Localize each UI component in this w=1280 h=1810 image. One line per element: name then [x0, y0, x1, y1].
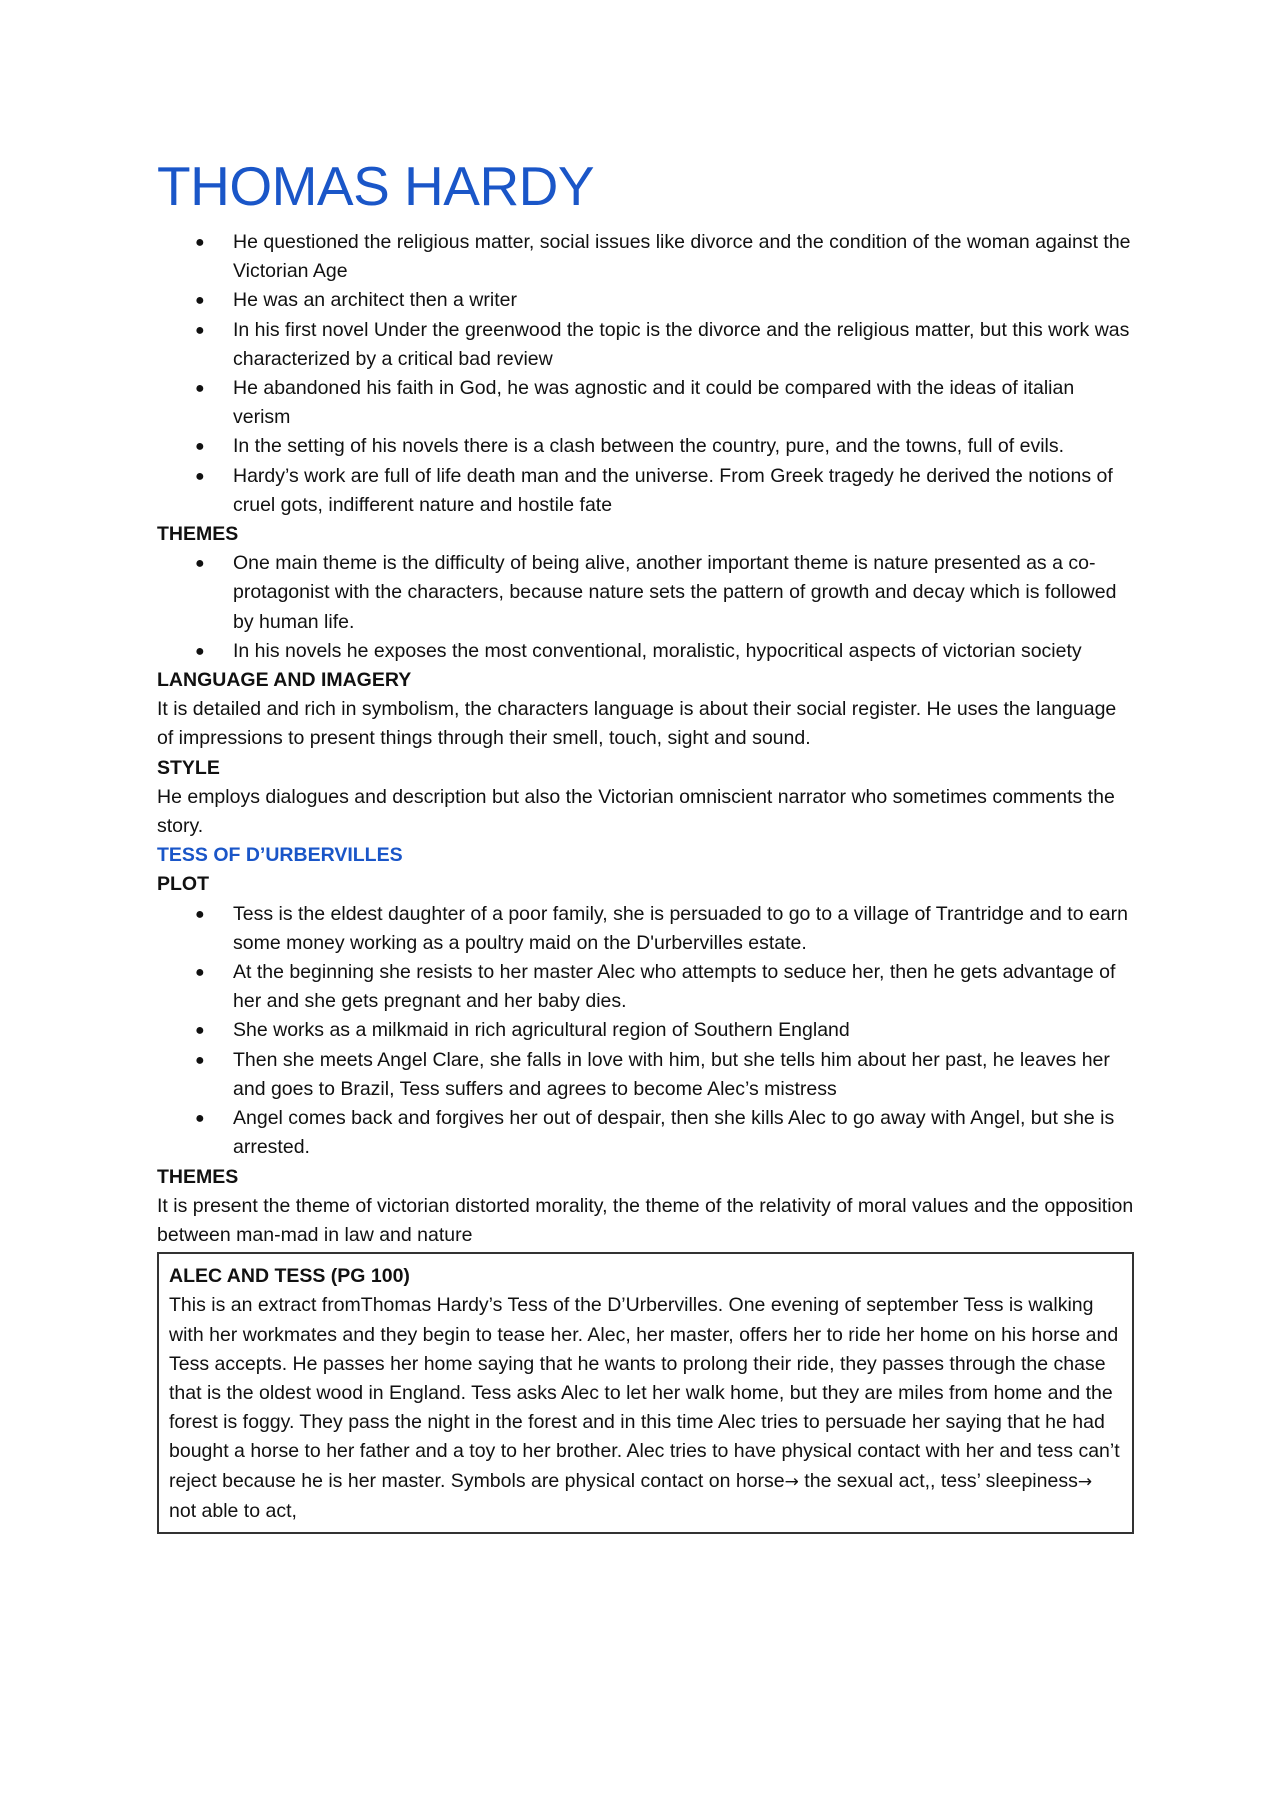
list-item: ● She works as a milkmaid in rich agricultural region of Southern England: [157, 1016, 1134, 1045]
bullet-icon: ●: [195, 1051, 205, 1069]
list-item: ● He questioned the religious matter, social issues like divorce and the condition of the woman against the Victorian Age: [157, 228, 1134, 286]
list-item: ● Tess is the eldest daughter of a poor family, she is persuaded to go to a village of Trantridge and to earn some money working as a poultry maid on the D'urbervilles estate.: [157, 900, 1134, 958]
extract-text-part3: not able to act,: [169, 1499, 297, 1522]
intro-bullet-list: [157, 228, 1134, 520]
arrow-right-icon: →: [1077, 1471, 1093, 1492]
style-paragraph: He employs dialogues and description but also the Victorian omniscient narrator who sometimes comments the story.: [157, 785, 1115, 838]
plot-bullet-list: [157, 900, 1134, 1163]
list-item: ● In the setting of his novels there is a clash between the country, pure, and the towns, full of evils.: [157, 432, 1134, 461]
language-heading: LANGUAGE AND IMAGERY: [157, 669, 412, 692]
list-item: ● He abandoned his faith in God, he was agnostic and it could be compared with the ideas of italian verism: [157, 374, 1134, 432]
style-heading: STYLE: [157, 756, 220, 779]
bullet-icon: ●: [195, 234, 205, 251]
themes-heading: THEMES: [157, 523, 239, 546]
list-item: ● Hardy’s work are full of life death man and the universe. From Greek tragedy he derived the notions of cruel gots, indifferent nature and hostile fate: [157, 462, 1134, 520]
document-page: [157, 150, 1134, 1534]
bullet-icon: ●: [195, 642, 205, 660]
list-item: ● In his first novel Under the greenwood the topic is the divorce and the religious matter, but this work was characterized by a critical bad review: [157, 316, 1134, 374]
bullet-icon: ●: [195, 438, 205, 456]
page-title: THOMAS HARDY: [157, 155, 595, 217]
list-item: ● He was an architect then a writer: [157, 286, 1134, 315]
extract-text-part1: This is an extract fromThomas Hardy’s Tess of the D’Urbervilles. One evening of september Tess is walking with her workmates and they begin to tease her. Alec, her master, offers her to ride her home on his horse and Tess accepts. He passes her home saying that he wants to prolong their ride, they passes through the chase that is the oldest wood in England. Tess asks Alec to let her walk home, but they are miles from home and the forest is foggy. They pass the night in the forest and in this time Alec tries to persuade her saying that he had bought a horse to her father and a toy to her brother. Alec tries to have physical contact with her and tess can’t reject because he is her master. Symbols are physical contact on horse: [169, 1294, 1120, 1492]
bullet-icon: ●: [195, 1110, 205, 1128]
tess-themes-paragraph: It is present the theme of victorian distorted morality, the theme of the relativity of moral values and the opposition between man-mad in law and nature: [157, 1194, 1134, 1246]
extract-paragraph: [169, 1291, 1122, 1526]
list-item: ● Then she meets Angel Clare, she falls in love with him, but she tells him about her past, he leaves her and goes to Brazil, Tess suffers and agrees to become Alec’s mistress: [157, 1046, 1134, 1104]
list-item: ● In his novels he exposes the most conventional, moralistic, hypocritical aspects of victorian society: [157, 637, 1134, 666]
tess-section-title: TESS OF D’URBERVILLES: [157, 844, 403, 867]
bullet-icon: ●: [195, 964, 205, 982]
extract-text-part2: the sexual act,, tess’ sleepiness: [798, 1469, 1078, 1492]
tess-themes-heading: THEMES: [157, 1165, 239, 1188]
extract-heading: ALEC AND TESS (PG 100): [169, 1265, 410, 1288]
bullet-icon: ●: [195, 467, 205, 485]
extract-box: [157, 1252, 1134, 1534]
bullet-icon: ●: [195, 905, 205, 923]
plot-heading: PLOT: [157, 873, 209, 896]
bullet-icon: ●: [195, 555, 205, 573]
bullet-icon: ●: [195, 292, 205, 310]
list-item: ● One main theme is the difficulty of being alive, another important theme is nature presented as a co-protagonist with the characters, because nature sets the pattern of growth and decay which is followed by human life.: [157, 549, 1134, 637]
list-item: ● Angel comes back and forgives her out of despair, then she kills Alec to go away with Angel, but she is arrested.: [157, 1104, 1134, 1162]
list-item: ● At the beginning she resists to her master Alec who attempts to seduce her, then he gets advantage of her and she gets pregnant and her baby dies.: [157, 958, 1134, 1016]
bullet-icon: ●: [195, 321, 205, 339]
arrow-right-icon: →: [784, 1471, 799, 1492]
themes-bullet-list: [157, 549, 1134, 666]
bullet-icon: ●: [195, 1022, 205, 1040]
language-paragraph: It is detailed and rich in symbolism, the characters language is about their social register. He uses the language of impressions to present things through their smell, touch, sight and sound.: [157, 698, 1117, 750]
bullet-icon: ●: [195, 380, 205, 398]
